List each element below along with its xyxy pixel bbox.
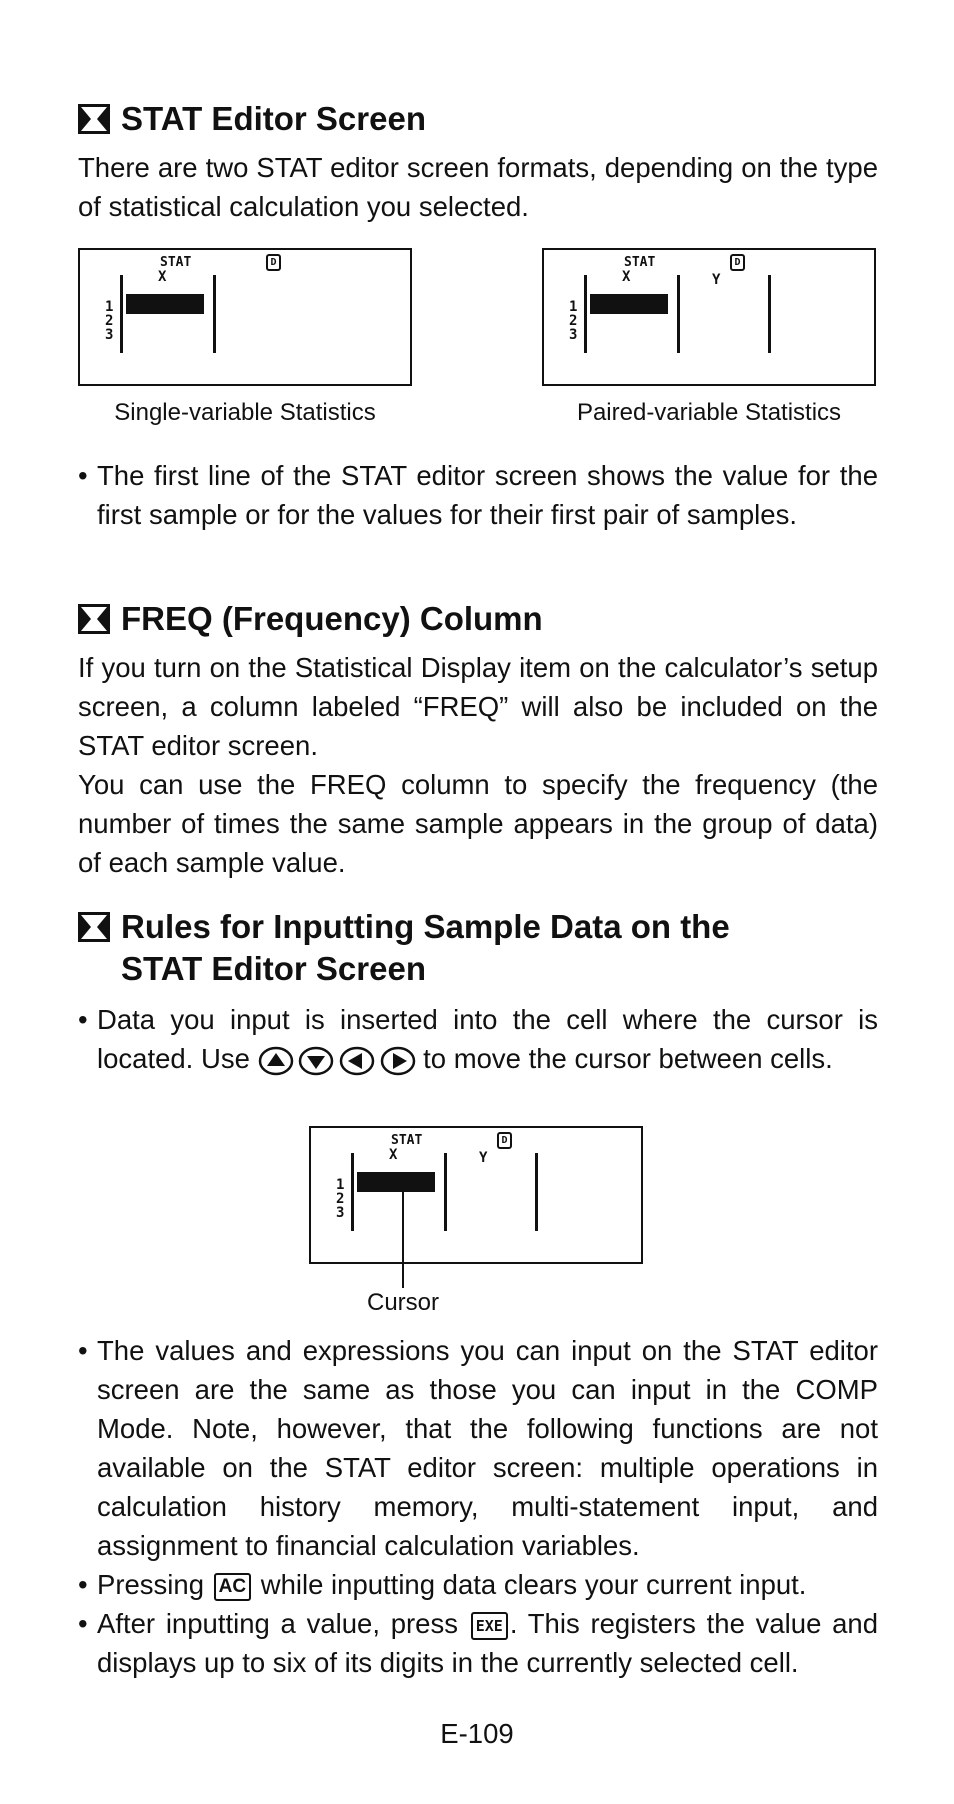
column-header-x: X [158, 269, 167, 285]
section-heading-text [121, 906, 730, 990]
bullet-data-input [78, 1000, 878, 1078]
bullet-text: while inputting data clears your current input. [260, 1569, 807, 1600]
mode-indicator: D [730, 254, 745, 271]
column-header-y: Y [712, 272, 721, 288]
freq-paragraph-2: You can use the FREQ column to specify the frequency (the number of times the same sample appears in the group of data) of each sample value. [78, 769, 878, 878]
section-heading-text: FREQ (Frequency) Column [121, 600, 543, 637]
row-numbers [336, 1178, 346, 1220]
section-heading-rules [78, 906, 878, 990]
bullet-text: Pressing [97, 1569, 204, 1600]
mode-indicator: D [497, 1132, 512, 1149]
heading-line-1: Rules for Inputting Sample Data on the [121, 908, 730, 945]
bullet-text: to move the cursor between cells. [423, 1043, 833, 1074]
section-heading-text: STAT Editor Screen [121, 100, 426, 137]
column-divider [677, 275, 680, 353]
up-arrow-key-icon [260, 1048, 292, 1074]
section-marker-icon [78, 104, 110, 134]
section-heading-stat-editor [78, 98, 878, 140]
freq-paragraph-1: If you turn on the Statistical Display item on the calculator’s setup screen, a column labeled “FREQ” will also be included on the STAT editor screen. [78, 652, 878, 761]
bullet-values-expressions: • The values and expressions you can input on the STAT editor screen are the same as those you can input in the COMP Mode. Note, however, that the following functions are not available on the STAT editor screen: multiple operations in calculation history memory, multi-statement input, and assignment to financial calculation variables. [78, 1331, 878, 1565]
row-number: 1 [105, 299, 114, 315]
left-arrow-key-icon [341, 1048, 373, 1074]
stat-indicator: STAT [160, 255, 192, 270]
column-divider [120, 275, 123, 353]
stat-indicator: STAT [624, 255, 656, 270]
row-numbers [105, 300, 115, 342]
cell-cursor [357, 1172, 435, 1192]
cursor-keys [258, 1045, 416, 1077]
bullet-text: After inputting a value, press [97, 1608, 458, 1639]
row-number: 1 [336, 1177, 345, 1193]
caption-single: Single-variable Statistics [114, 399, 376, 426]
mode-indicator: D [266, 254, 281, 271]
exe-key-icon: EXE [471, 1612, 508, 1640]
column-divider [768, 275, 771, 353]
bullet-pressing-ac [78, 1565, 878, 1604]
caption-paired: Paired-variable Statistics [576, 399, 842, 426]
section-marker-icon [78, 604, 110, 634]
column-divider [351, 1153, 354, 1231]
cell-cursor [590, 294, 668, 314]
column-divider [535, 1153, 538, 1231]
right-arrow-key-icon [382, 1048, 414, 1074]
row-number: 2 [569, 313, 578, 329]
row-number: 2 [105, 313, 114, 329]
column-divider [444, 1153, 447, 1231]
down-arrow-key-icon [300, 1048, 332, 1074]
column-divider [213, 275, 216, 353]
row-number: 2 [336, 1191, 345, 1207]
row-numbers [569, 300, 579, 342]
cursor-leader-line [402, 1180, 404, 1288]
bullet-text: . This registers the value and displays up to six of its digits in the currently selected cell. [97, 1608, 879, 1678]
row-number: 1 [569, 299, 578, 315]
bullet-exe [78, 1604, 878, 1682]
cursor-label: Cursor [366, 1289, 439, 1316]
lcd-screen-single [78, 248, 412, 386]
row-number: 3 [569, 327, 578, 343]
lcd-screen-paired [542, 248, 876, 386]
column-header-y: Y [479, 1150, 488, 1166]
column-header-x: X [389, 1147, 398, 1163]
heading-line-2: STAT Editor Screen [121, 950, 426, 987]
bullet-first-line: • The first line of the STAT editor screen shows the value for the first sample or for the values for their first pair of samples. [78, 456, 878, 534]
cell-cursor [126, 294, 204, 314]
column-divider [584, 275, 587, 353]
page-number: E-109 [440, 1718, 514, 1749]
lcd-screen-cursor [309, 1126, 643, 1264]
bullet-text: Data you input is inserted into the cell where the cursor is located. Use [97, 1004, 878, 1074]
ac-key-icon: AC [214, 1573, 251, 1601]
section-heading-freq [78, 598, 878, 640]
row-number: 3 [336, 1205, 345, 1221]
row-number: 3 [105, 327, 114, 343]
intro-paragraph: There are two STAT editor screen formats, depending on the type of statistical calculation you selected. [78, 152, 878, 222]
section-marker-icon [78, 912, 110, 942]
stat-indicator: STAT [391, 1133, 423, 1148]
column-header-x: X [622, 269, 631, 285]
